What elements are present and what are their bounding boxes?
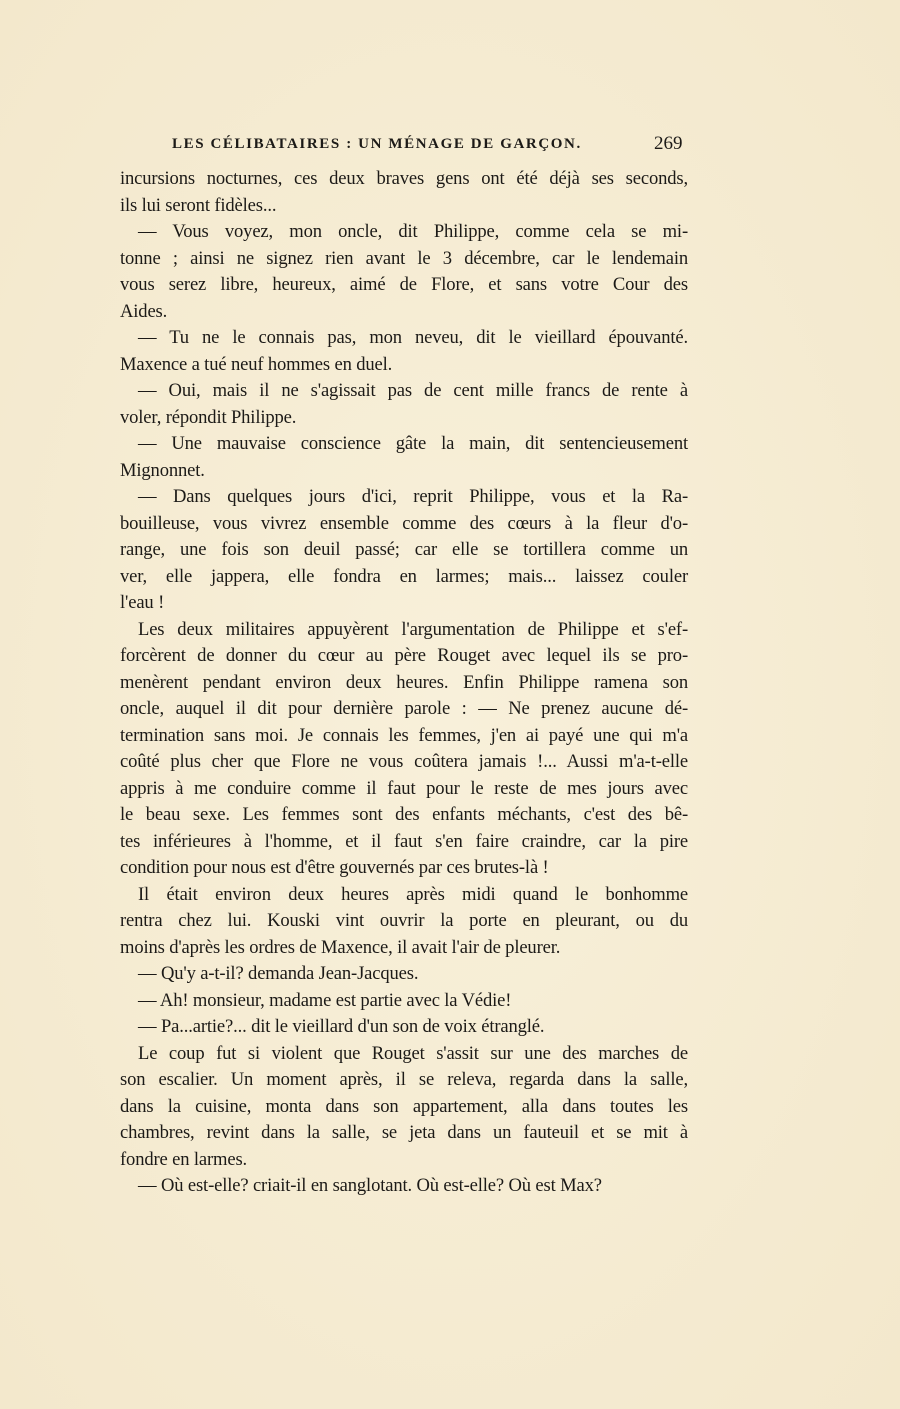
- text-line: — Vous voyez, mon oncle, dit Philippe, comme cela se mi-: [138, 221, 688, 242]
- text-line: ver, elle jappera, elle fondra en larmes; mais... laissez couler: [120, 565, 688, 587]
- text-line: menèrent pendant environ deux heures. Enfin Philippe ramena son: [120, 671, 688, 693]
- text-line: forcèrent de donner du cœur au père Rouget avec lequel ils se pro-: [120, 645, 688, 666]
- text-line: appris à me conduire comme il faut pour le reste de mes jours avec: [120, 777, 688, 799]
- text-line: son escalier. Un moment après, il se releva, regarda dans la salle,: [120, 1069, 688, 1090]
- text-line: — Tu ne le connais pas, mon neveu, dit le vieillard épouvanté.: [138, 327, 688, 348]
- text-line: — Ah! monsieur, madame est partie avec la Védie!: [138, 989, 512, 1011]
- text-line: dans la cuisine, monta dans son appartement, alla dans toutes les: [120, 1095, 688, 1117]
- text-line: moins d'après les ordres de Maxence, il avait l'air de pleurer.: [120, 936, 561, 958]
- text-line: Aides.: [120, 300, 168, 322]
- text-line: oncle, auquel il dit pour dernière parole : — Ne prenez aucune dé-: [120, 698, 688, 719]
- text-line: Le coup fut si violent que Rouget s'assit sur une des marches de: [138, 1042, 688, 1064]
- text-line: condition pour nous est d'être gouvernés par ces brutes-là !: [120, 857, 549, 878]
- text-line: tes inférieures à l'homme, et il faut s'en faire craindre, car la pire: [120, 830, 688, 852]
- text-line: Maxence a tué neuf hommes en duel.: [120, 353, 393, 375]
- text-line: — Une mauvaise conscience gâte la main, dit sentencieusement: [138, 433, 688, 454]
- text-line: tonne ; ainsi ne signez rien avant le 3 décembre, car le lendemain: [120, 247, 688, 269]
- text-line: Il était environ deux heures après midi quand le bonhomme: [138, 883, 688, 905]
- text-line: — Où est-elle? criait-il en sanglotant. Où est-elle? Où est Max?: [138, 1175, 602, 1196]
- text-line: vous serez libre, heureux, aimé de Flore, et sans votre Cour des: [120, 274, 688, 295]
- text-line: — Qu'y a-t-il? demanda Jean-Jacques.: [138, 963, 419, 984]
- text-line: — Pa...artie?... dit le vieillard d'un son de voix étranglé.: [138, 1016, 545, 1037]
- text-line: fondre en larmes.: [120, 1148, 248, 1170]
- running-title: LES CÉLIBATAIRES : UN MÉNAGE DE GARÇON.: [172, 136, 582, 152]
- text-line: voler, répondit Philippe.: [120, 406, 297, 428]
- text-line: Les deux militaires appuyèrent l'argumentation de Philippe et s'ef-: [138, 618, 688, 640]
- text-line: l'eau !: [120, 592, 165, 613]
- text-line: coûté plus cher que Flore ne vous coûtera jamais !... Aussi m'a-t-elle: [120, 751, 688, 772]
- text-line: — Dans quelques jours d'ici, reprit Philippe, vous et la Ra-: [138, 486, 688, 507]
- page-number: 269: [654, 133, 683, 154]
- text-line: incursions nocturnes, ces deux braves gens ont été déjà ses seconds,: [120, 168, 688, 189]
- text-line: ils lui seront fidèles...: [120, 194, 277, 216]
- text-line: rentra chez lui. Kouski vint ouvrir la porte en pleurant, ou du: [120, 910, 688, 931]
- text-line: range, une fois son deuil passé; car elle se tortillera comme un: [120, 539, 688, 560]
- text-line: Mignonnet.: [120, 459, 205, 481]
- text-line: termination sans moi. Je connais les femmes, j'en ai payé une qui m'a: [120, 724, 688, 746]
- text-line: le beau sexe. Les femmes sont des enfants méchants, c'est des bê-: [120, 804, 688, 825]
- text-line: chambres, revint dans la salle, se jeta dans un fauteuil et se mit à: [120, 1122, 688, 1143]
- text-line: bouilleuse, vous vivrez ensemble comme des cœurs à la fleur d'o-: [120, 512, 688, 534]
- text-line: — Oui, mais il ne s'agissait pas de cent mille francs de rente à: [138, 380, 688, 401]
